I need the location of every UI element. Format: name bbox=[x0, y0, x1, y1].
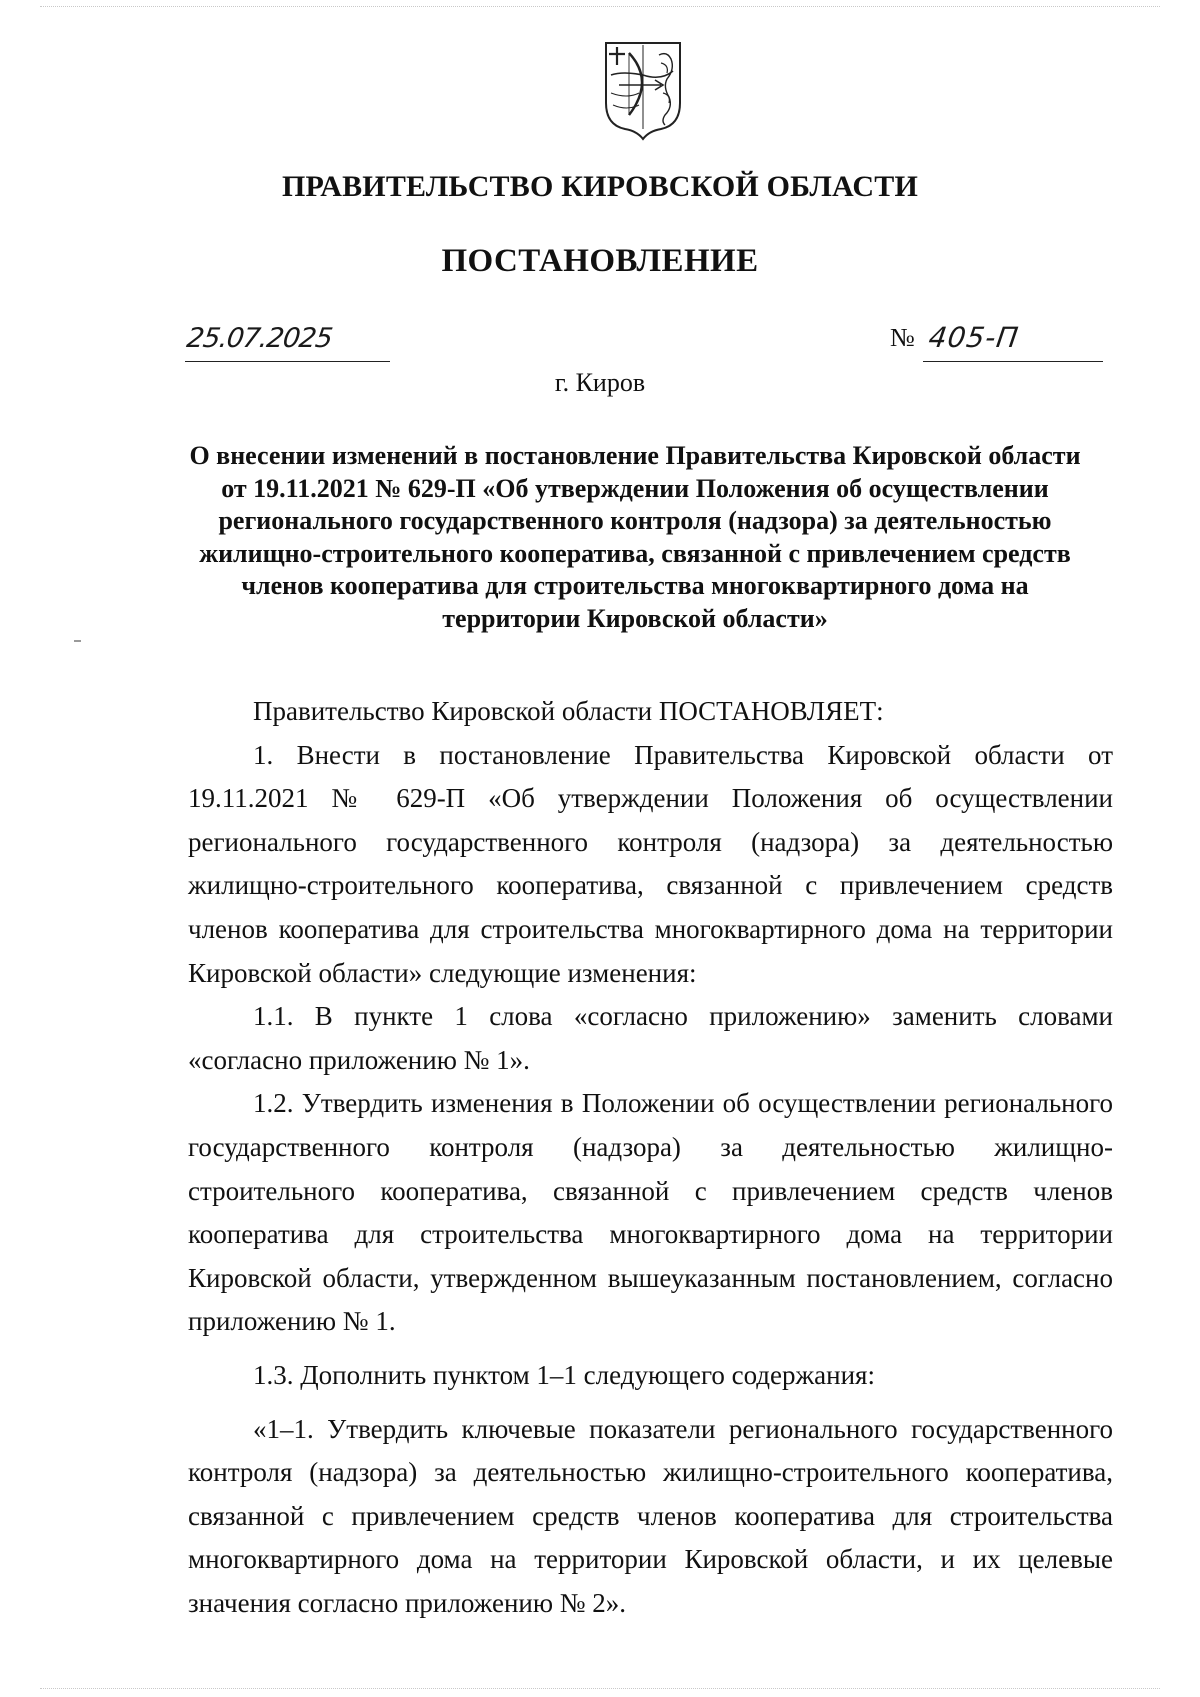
scan-artifact bbox=[74, 640, 81, 642]
document-number-prefix: № bbox=[890, 323, 915, 352]
body-paragraph: 1.3. Дополнить пунктом 1–1 следующего содержания: bbox=[253, 1359, 875, 1390]
body-paragraph: «1–1. Утвердить ключевые показатели регионального государственного контроля (надзора) за деятельностью жилищно-строительного кооператива, связанной с привлечением средств членов кооператива для строительства многоквартирного дома на территории Кировской области, и их целевые значения согласно приложению № 2». bbox=[188, 1413, 1113, 1618]
kirov-coat-of-arms-icon bbox=[603, 41, 683, 141]
document-subject: О внесении изменений в постановление Правительства Кировской области от 19.11.2021 № 629-П «Об утверждении Положения об осуществлении регионального государственного контроля (надзора) за деятельностью жилищно-строительного кооператива, связанной с привлечением средств членов кооператива для строительства многоквартирного дома на территории Кировской области» bbox=[189, 441, 1081, 633]
scan-edge-top bbox=[40, 6, 1160, 8]
document-number: 405-П bbox=[926, 321, 1021, 354]
document-date: 25.07.2025 bbox=[184, 323, 334, 354]
document-date-field bbox=[185, 323, 390, 362]
document-body bbox=[188, 690, 1113, 1625]
document-number-field bbox=[923, 323, 1103, 362]
organization-title: ПРАВИТЕЛЬСТВО КИРОВСКОЙ ОБЛАСТИ bbox=[282, 170, 918, 203]
scan-edge-bottom bbox=[40, 1688, 1160, 1690]
body-paragraph: 1.2. Утвердить изменения в Положении об осуществлении регионального государственного контроля (надзора) за деятельностью жилищно-строительного кооператива, связанной с привлечением средств членов кооператива для строительства многоквартирного дома на территории Кировской области, утвержденном вышеуказанным постановлением, согласно приложению № 1. bbox=[188, 1088, 1113, 1337]
document-type-title: ПОСТАНОВЛЕНИЕ bbox=[441, 243, 759, 279]
body-preamble: Правительство Кировской области ПОСТАНОВЛЯЕТ: bbox=[253, 696, 884, 726]
body-paragraph: 1.1. В пункте 1 слова «согласно приложению» заменить словами «согласно приложению № 1». bbox=[188, 1001, 1113, 1075]
body-paragraph: 1. Внести в постановление Правительства Кировской области от 19.11.2021 № 629-П «Об утверждении Положения об осуществлении регионального государственного контроля (надзора) за деятельностью жилищно-строительного кооператива, связанной с привлечением средств членов кооператива для строительства многоквартирного дома на территории Кировской области» следующие изменения: bbox=[188, 739, 1113, 988]
document-city: г. Киров bbox=[554, 368, 646, 397]
